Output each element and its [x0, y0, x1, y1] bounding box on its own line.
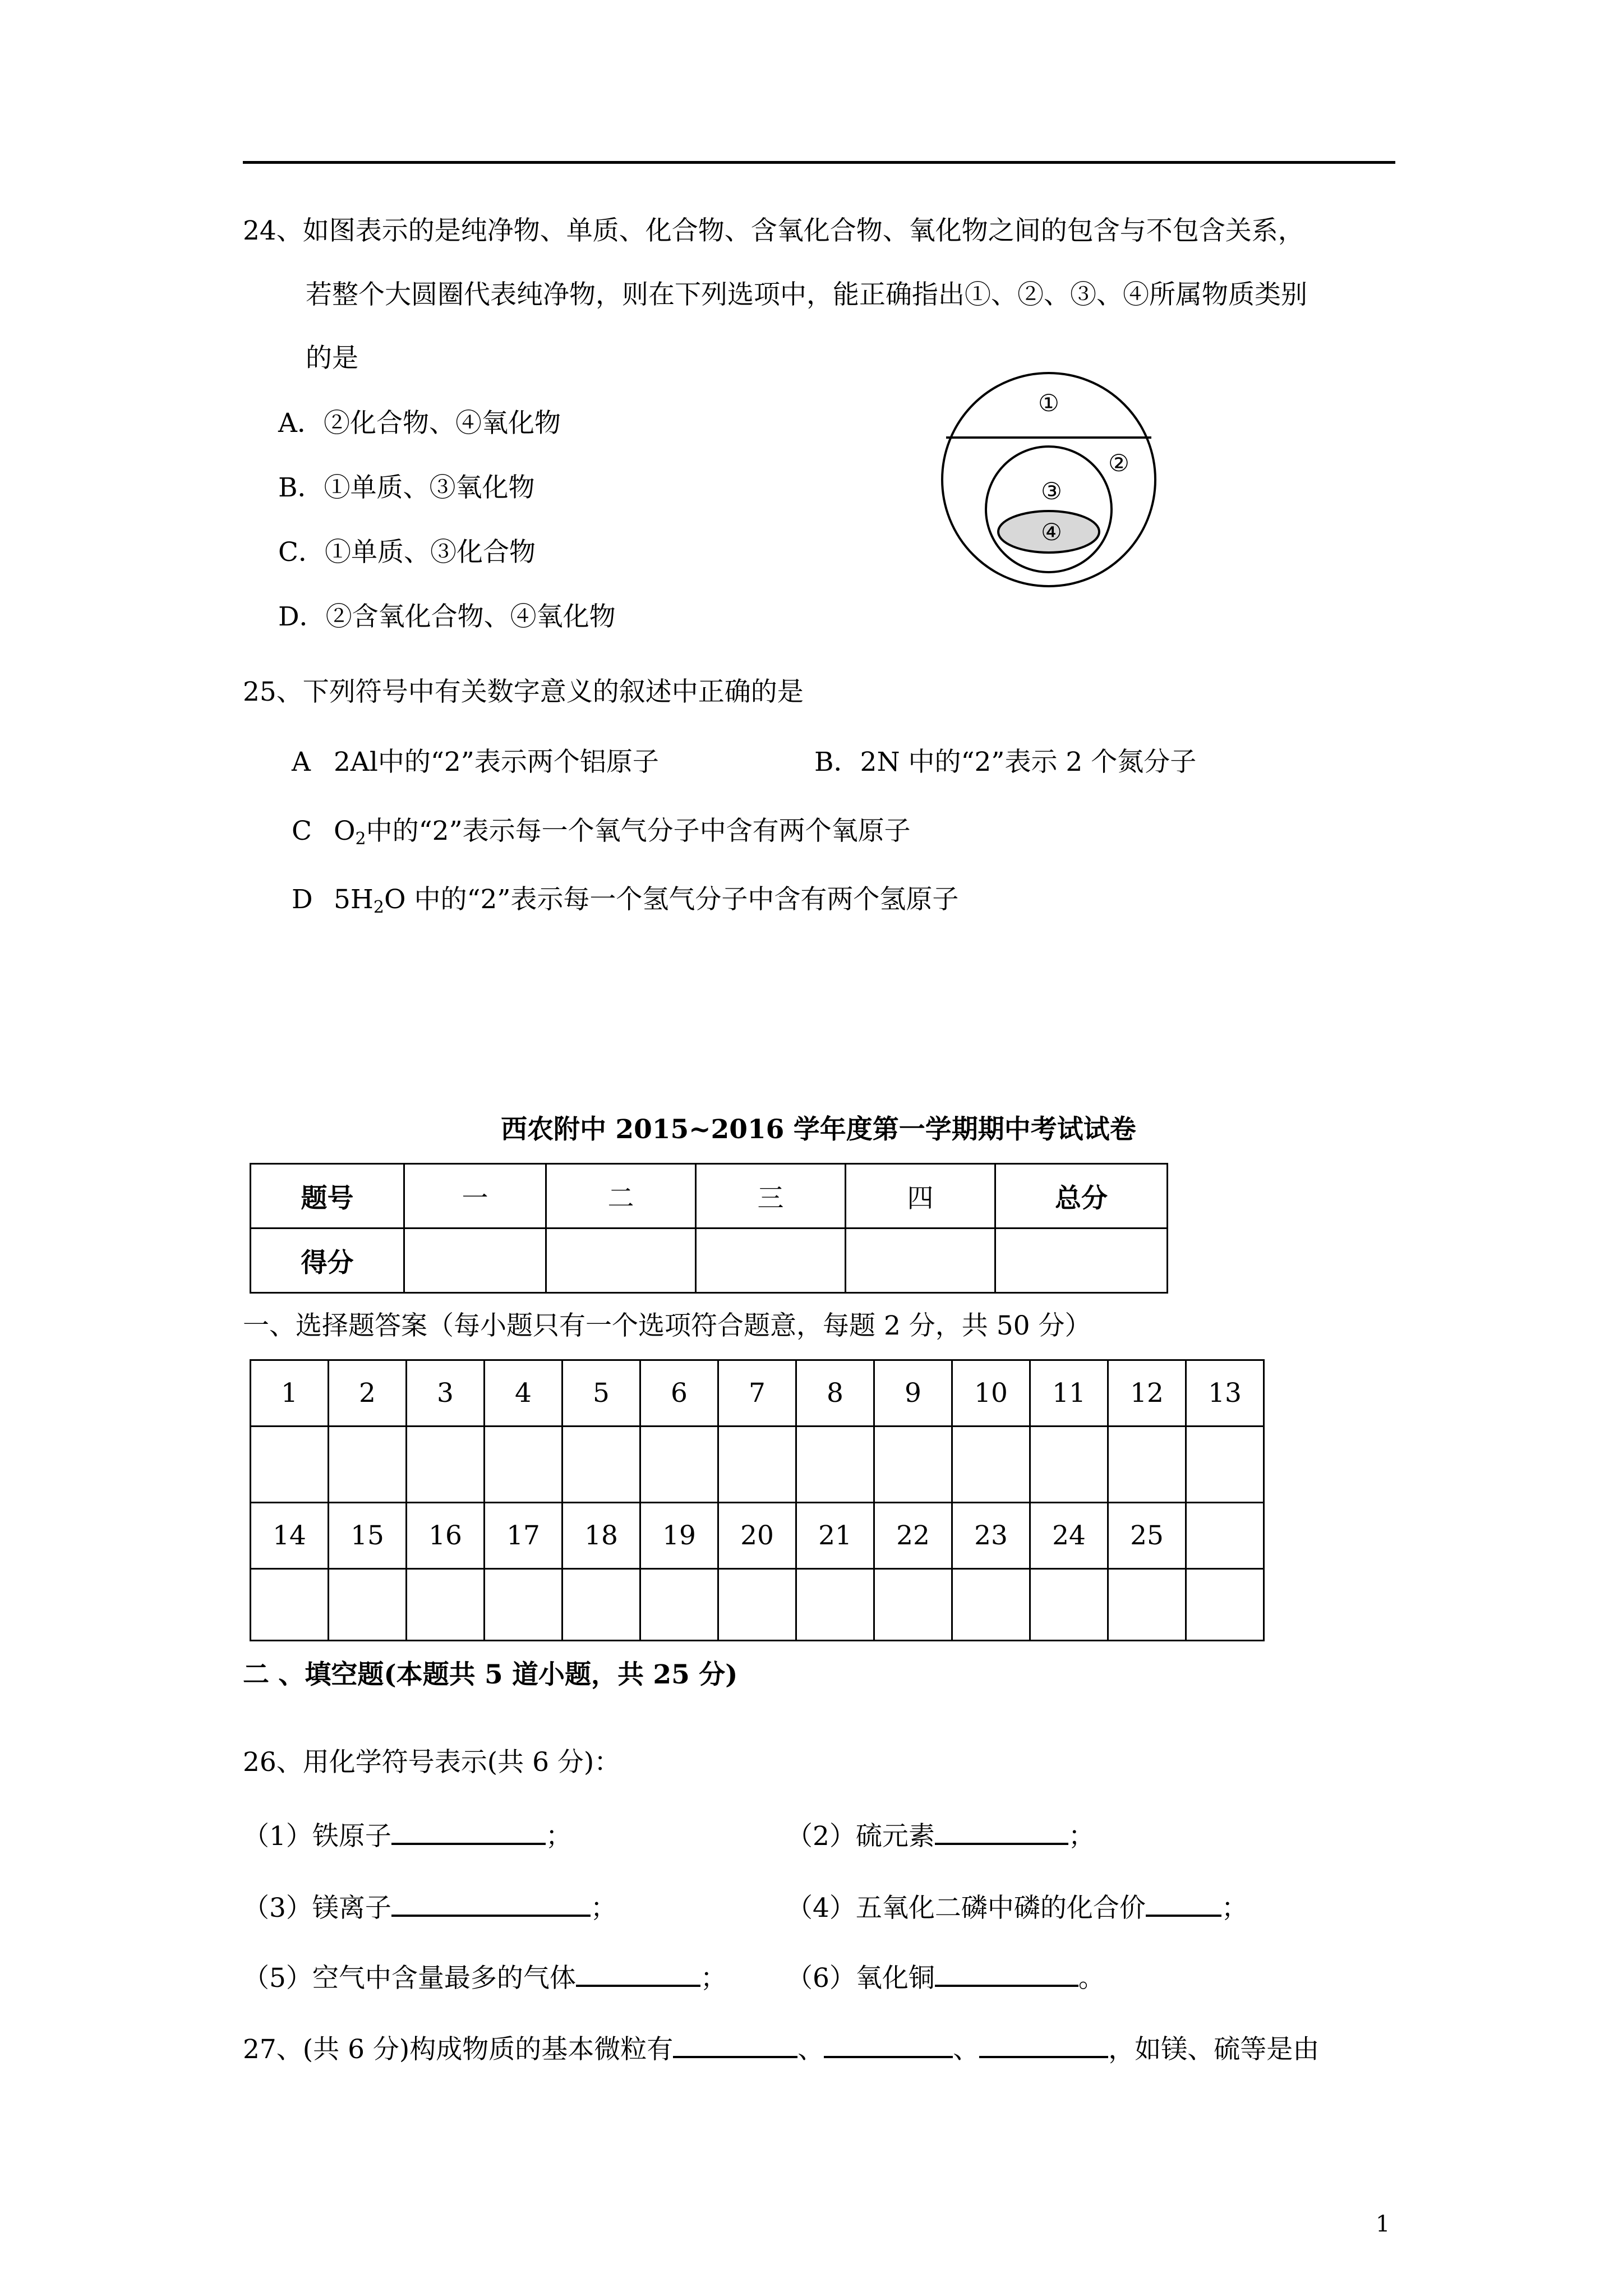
- answer-blank[interactable]: [935, 1842, 1068, 1845]
- answer-cell[interactable]: [485, 1427, 562, 1503]
- label-4: ④: [1041, 518, 1062, 546]
- answer-number: 17: [485, 1503, 562, 1569]
- score-table-header-row: [251, 1164, 1168, 1228]
- q25-option-d: $5H_2O$ 中的“2”表示每一个氢气分子中含有两个氢原子: [334, 884, 959, 917]
- score-cell[interactable]: [995, 1228, 1168, 1293]
- q24-stem-line2: 若整个大圆圈代表纯净物，则在下列选项中，能正确指出①、②、③、④所属物质类别: [306, 279, 1307, 310]
- answer-cell[interactable]: [329, 1427, 407, 1503]
- answer-cell[interactable]: [251, 1569, 329, 1641]
- answer-number: 3: [407, 1360, 485, 1427]
- q26-stem: 26、用化学符号表示(共 6 分)：: [243, 1747, 621, 1778]
- answer-number: 2: [329, 1360, 407, 1427]
- answer-number: 14: [251, 1503, 329, 1569]
- score-header-cell: 总分: [995, 1164, 1168, 1228]
- q24-option-a: A．②化合物、④氧化物: [278, 408, 561, 439]
- answer-cell[interactable]: [796, 1569, 874, 1641]
- answer-blank[interactable]: [391, 1842, 546, 1845]
- score-cell[interactable]: [546, 1228, 696, 1293]
- answer-number: 12: [1108, 1360, 1186, 1427]
- answer-cell[interactable]: [1186, 1427, 1264, 1503]
- answer-number: 6: [640, 1360, 718, 1427]
- answer-number: 22: [874, 1503, 952, 1569]
- answer-number: 5: [562, 1360, 640, 1427]
- answer-cell[interactable]: [1186, 1569, 1264, 1641]
- header-rule: [243, 161, 1395, 164]
- answer-table: [250, 1359, 1265, 1641]
- answer-blank[interactable]: [576, 1984, 700, 1987]
- q24-stem-line1: 24、如图表示的是纯净物、单质、化合物、含氧化合物、氧化物之间的包含与不包含关系，: [243, 215, 1304, 246]
- answer-blank[interactable]: [673, 2055, 797, 2058]
- answer-number: 20: [718, 1503, 796, 1569]
- score-header-cell: 题号: [251, 1164, 404, 1228]
- answer-number-row: [251, 1503, 1264, 1569]
- answer-number: 4: [485, 1360, 562, 1427]
- answer-blank[interactable]: [824, 2055, 953, 2058]
- answer-number: 7: [718, 1360, 796, 1427]
- answer-number: 24: [1030, 1503, 1108, 1569]
- answer-number: 21: [796, 1503, 874, 1569]
- score-header-cell: 三: [696, 1164, 846, 1228]
- answer-number: 19: [640, 1503, 718, 1569]
- label-2: ②: [1108, 449, 1129, 477]
- answer-number: 1: [251, 1360, 329, 1427]
- q24-venn-diagram: [937, 367, 1161, 592]
- section2-heading: 二 、填空题(本题共 5 道小题，共 25 分): [243, 1659, 738, 1690]
- q26-item-3: （3）镁离子 ；: [243, 1893, 617, 1924]
- q26-item-2: （2）硫元素 ；: [786, 1821, 1095, 1852]
- answer-cell[interactable]: [1030, 1569, 1108, 1641]
- answer-cell[interactable]: [1030, 1427, 1108, 1503]
- page-number: 1: [1376, 2211, 1390, 2237]
- answer-number: 13: [1186, 1360, 1264, 1427]
- answer-blank-row: [251, 1427, 1264, 1503]
- answer-number: 8: [796, 1360, 874, 1427]
- q26-item-5: （5）空气中含量最多的气体 ；: [243, 1963, 727, 1994]
- q25-c-letter: C: [292, 816, 312, 846]
- answer-cell[interactable]: [952, 1427, 1030, 1503]
- q24-option-d: D．②含氧化合物、④氧化物: [278, 601, 616, 632]
- answer-number: [1186, 1503, 1264, 1569]
- answer-cell[interactable]: [485, 1569, 562, 1641]
- q24-option-b: B．①单质、③氧化物: [278, 472, 535, 503]
- q25-option-b: B．2N 中的“2”表示 2 个氮分子: [814, 747, 1197, 777]
- answer-number-row: [251, 1360, 1264, 1427]
- answer-cell[interactable]: [640, 1427, 718, 1503]
- answer-number: 18: [562, 1503, 640, 1569]
- q26-item-4: （4）五氧化二磷中磷的化合价 ；: [786, 1893, 1248, 1924]
- q25-d-letter: D: [292, 884, 313, 915]
- q25-option-c: $O_2$中的“2”表示每一个氧气分子中含有两个氧原子: [334, 816, 911, 849]
- answer-number: 11: [1030, 1360, 1108, 1427]
- answer-cell[interactable]: [562, 1569, 640, 1641]
- q26-item-1: （1）铁原子 ；: [243, 1821, 572, 1852]
- answer-cell[interactable]: [952, 1569, 1030, 1641]
- answer-cell[interactable]: [874, 1427, 952, 1503]
- answer-cell[interactable]: [407, 1427, 485, 1503]
- label-3: ③: [1041, 477, 1062, 505]
- exam-title: 西农附中 2015~2016 学年度第一学期期中考试试卷: [501, 1114, 1136, 1145]
- score-header-cell: 四: [846, 1164, 995, 1228]
- score-cell[interactable]: [404, 1228, 546, 1293]
- answer-cell[interactable]: [407, 1569, 485, 1641]
- answer-blank[interactable]: [979, 2055, 1108, 2058]
- answer-cell[interactable]: [562, 1427, 640, 1503]
- score-cell[interactable]: [696, 1228, 846, 1293]
- label-1: ①: [1038, 389, 1059, 417]
- answer-cell[interactable]: [1108, 1569, 1186, 1641]
- answer-blank[interactable]: [391, 1914, 591, 1917]
- answer-blank-row: [251, 1569, 1264, 1641]
- answer-blank[interactable]: [935, 1984, 1078, 1987]
- answer-cell[interactable]: [718, 1569, 796, 1641]
- q25-option-a: 2Al中的“2”表示两个铝原子: [334, 747, 659, 777]
- score-row-label: 得分: [251, 1228, 404, 1293]
- q25-stem: 25、下列符号中有关数字意义的叙述中正确的是: [243, 677, 804, 707]
- score-cell[interactable]: [846, 1228, 995, 1293]
- answer-blank[interactable]: [1146, 1914, 1221, 1917]
- answer-number: 15: [329, 1503, 407, 1569]
- answer-cell[interactable]: [1108, 1427, 1186, 1503]
- q25-a-letter: A: [292, 747, 311, 777]
- score-header-cell: 一: [404, 1164, 546, 1228]
- answer-number: 25: [1108, 1503, 1186, 1569]
- section1-heading: 一、选择题答案（每小题只有一个选项符合题意，每题 2 分，共 50 分）: [243, 1310, 1091, 1341]
- score-table-row: [251, 1228, 1168, 1293]
- score-table: [250, 1163, 1168, 1294]
- answer-number: 23: [952, 1503, 1030, 1569]
- answer-number: 9: [874, 1360, 952, 1427]
- answer-cell[interactable]: [329, 1569, 407, 1641]
- answer-number: 10: [952, 1360, 1030, 1427]
- score-header-cell: 二: [546, 1164, 696, 1228]
- answer-cell[interactable]: [874, 1569, 952, 1641]
- answer-cell[interactable]: [796, 1427, 874, 1503]
- answer-number: 16: [407, 1503, 485, 1569]
- answer-cell[interactable]: [640, 1569, 718, 1641]
- q24-option-c: C．①单质、③化合物: [278, 537, 536, 568]
- q26-item-6: （6）氧化铜 。: [786, 1963, 1105, 1994]
- answer-cell[interactable]: [718, 1427, 796, 1503]
- q24-stem-line3: 的是: [306, 343, 358, 374]
- q27-line: 27、(共 6 分)构成物质的基本微粒有 、 、 ，如镁、硫等是由: [243, 2034, 1320, 2065]
- answer-cell[interactable]: [251, 1427, 329, 1503]
